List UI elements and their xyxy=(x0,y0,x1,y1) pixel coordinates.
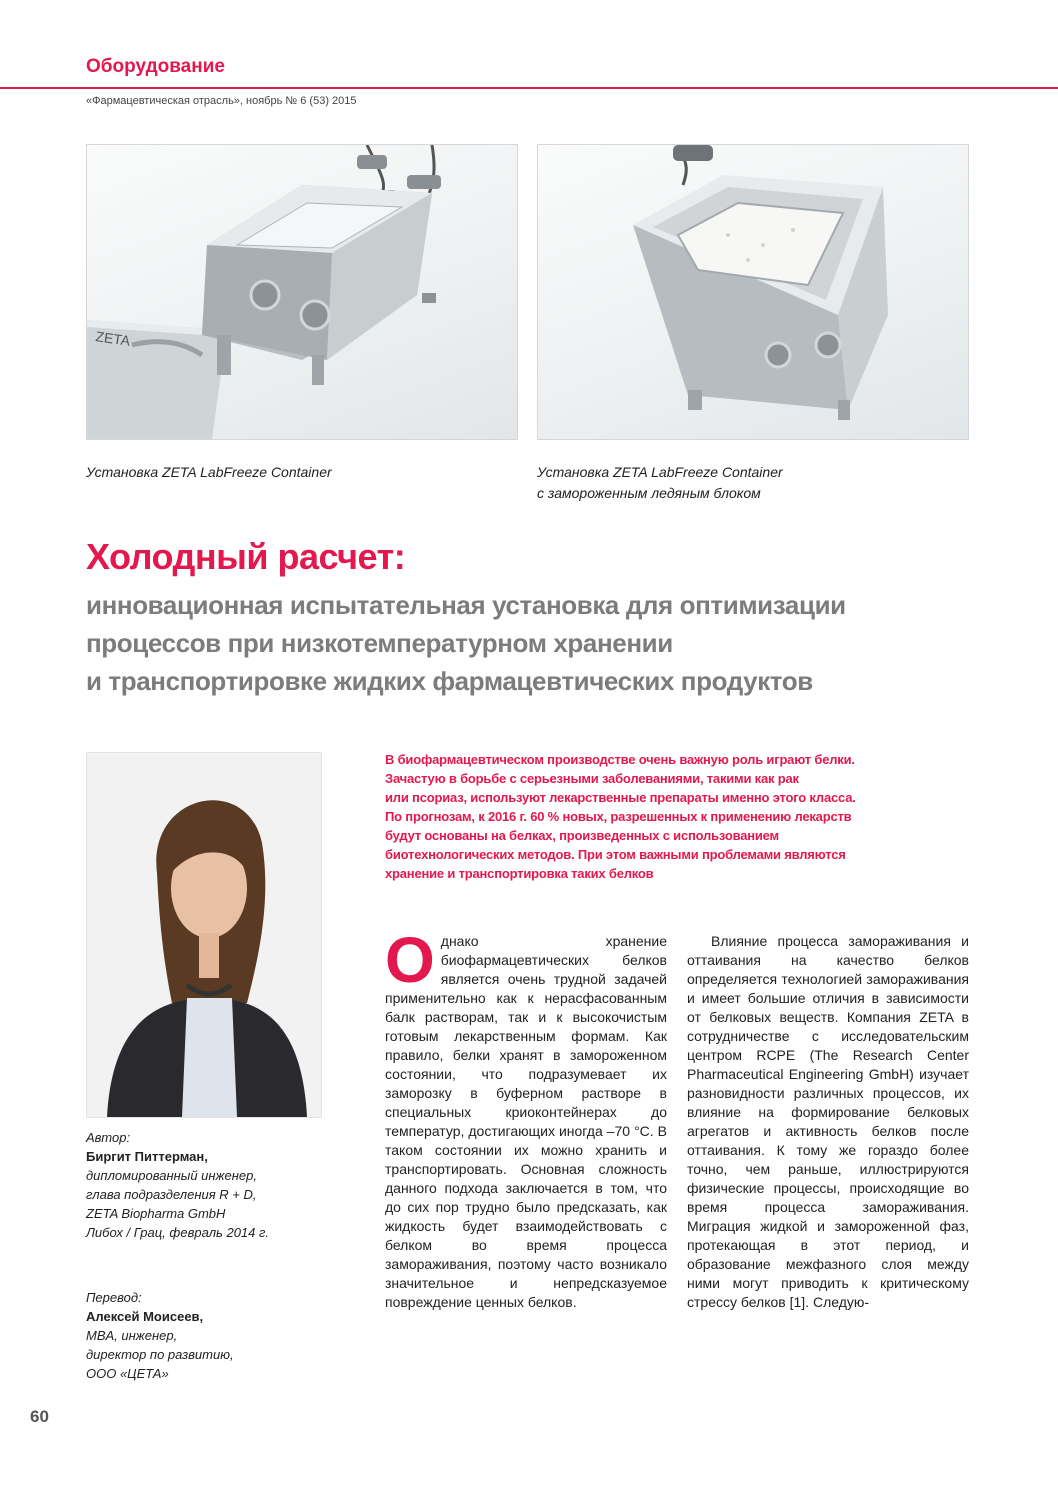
caption-line: Установка ZETA LabFreeze Container xyxy=(537,464,783,480)
author-photo-illustration xyxy=(87,753,321,1117)
subtitle-line: и транспортировке жидких фармацевтических продуктов xyxy=(86,666,813,696)
caption-line: с замороженным ледяным блоком xyxy=(537,485,761,501)
subtitle-line: процессов при низкотемпературном хранении xyxy=(86,628,673,658)
subtitle-line: инновационная испытательная установка для оптимизации xyxy=(86,590,846,620)
header-rule xyxy=(0,87,1058,89)
lead-line: В биофармацевтическом производстве очень важную роль играют белки. xyxy=(385,752,855,767)
author-label: Автор: xyxy=(86,1130,131,1145)
translator-block xyxy=(86,1288,326,1383)
drop-cap: О xyxy=(385,924,435,996)
figure-caption-1: Установка ZETA LabFreeze Container xyxy=(86,464,332,480)
translator-line: MBA, инженер, xyxy=(86,1328,178,1343)
lead-line: или псориаз, используют лекарственные препараты именно этого класса. xyxy=(385,790,856,805)
column-2-text: Влияние процесса замораживания и оттаивания на качество белков определяется технологией замораживания и имеет большие отличия в зависимости от белковых веществ. Компания ZETA в сотрудничестве с исследовательским центром RCPE (The Research Center Pharmaceutical Engineering GmbH) изучает разновидности различных процессов, их влияние на формирование белковых агрегатов и активность белков после оттаивания. К тому же гораздо более точно, чем раньше, иллюстрируются физические процессы, происходящие во время процесса замораживания. Миграция жидкой и замороженной фаз, протекающая в этот период, и образование межфазного слоя между ними могут приводить к критическому стрессу белков [1]. Следую- xyxy=(687,933,969,1310)
translator-label: Перевод: xyxy=(86,1290,142,1305)
page-number: 60 xyxy=(30,1407,49,1426)
translator-line: ООО «ЦЕТА» xyxy=(86,1366,169,1381)
section-title: Оборудование xyxy=(86,56,225,77)
labfreeze-container-illustration xyxy=(87,145,517,439)
device-photo-1 xyxy=(86,144,518,440)
issue-line: «Фармацевтическая отрасль», ноябрь № 6 (53) 2015 xyxy=(86,95,357,107)
figure-caption-2 xyxy=(537,462,957,504)
lead-line: биотехнологических методов. При этом важными проблемами являются xyxy=(385,847,846,862)
author-line: ZETA Biopharma GmbH xyxy=(86,1206,226,1221)
body-column-2 xyxy=(687,932,969,1312)
lead-line: Зачастую в борьбе с серьезными заболеваниями, такими как рак xyxy=(385,771,799,786)
article-lead xyxy=(385,750,975,883)
article-subtitle xyxy=(86,586,986,700)
body-column-1 xyxy=(385,924,667,1312)
article-title: Холодный расчет: xyxy=(86,536,406,577)
translator-name: Алексей Моисеев, xyxy=(86,1309,204,1324)
device-photo-2 xyxy=(537,144,969,440)
author-name: Биргит Питтерман, xyxy=(86,1149,208,1164)
lead-line: хранение и транспортировка таких белков xyxy=(385,866,654,881)
labfreeze-container-ice-block-illustration xyxy=(538,145,968,439)
author-line: дипломированный инженер, xyxy=(86,1168,257,1183)
translator-line: директор по развитию, xyxy=(86,1347,234,1362)
author-line: Либох / Грац, февраль 2014 г. xyxy=(86,1225,270,1240)
device-label-zeta: ZETA xyxy=(94,328,132,349)
lead-line: По прогнозам, к 2016 г. 60 % новых, разрешенных к применению лекарств xyxy=(385,809,852,824)
lead-line: будут основаны на белках, произведенных с использованием xyxy=(385,828,779,843)
author-portrait xyxy=(86,752,322,1118)
column-1-text: днако хранение биофармацевтических белков является очень трудной задачей применительно как к нерасфасованным балк растворам, так и к высокочистым готовым лекарственным формам. Как правило, белки хранят в замороженном состоянии, что подразумевает их заморозку в буферном растворе в специальных криоконтейнерах до температур, достигающих иногда –70 °С. В таком состоянии их можно хранить и транспортировать. Основная сложность данного подхода заключается в том, что до сих пор трудно было предсказать, как жидкость будет взаимодействовать с белком во время процесса замораживания, поэтому часто возникало значительное и непредсказуемое повреждение ценных белков. xyxy=(385,933,667,1310)
author-block xyxy=(86,1128,326,1242)
author-line: глава подразделения R + D, xyxy=(86,1187,257,1202)
